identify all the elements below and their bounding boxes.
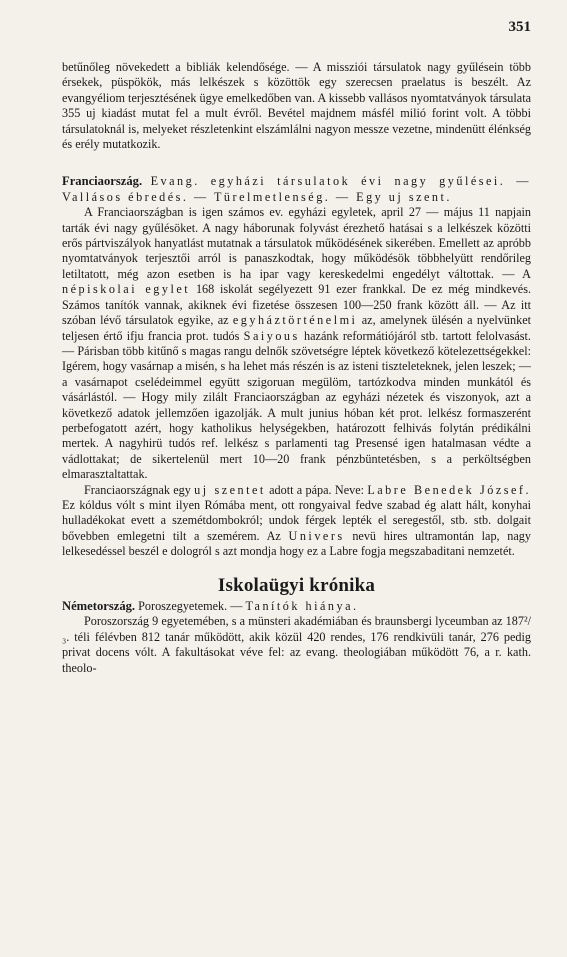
spaced-term: Tanítók hiánya. (245, 599, 359, 613)
page-number: 351 (508, 19, 531, 35)
section-title: Iskolaügyi krónika (217, 574, 376, 596)
germany-header (62, 599, 531, 614)
spaced-term: népiskolai egylet (62, 282, 191, 297)
france-heading: Franciaország. (62, 174, 143, 189)
spaced-term: Saiyous (243, 328, 300, 343)
text-column (62, 60, 531, 676)
germany-heading: Németország. (62, 599, 136, 613)
germany-subtitle: Poroszegyetemek. — (138, 599, 246, 613)
france-header (62, 174, 531, 205)
intro-paragraph: betűnőleg növekedett a bibliák kelendősége. — A missziói társulatok nagy gyűlésein több érsekek, püspökök, más lelkészek s közöttök egy szerecsen praelatus is beszélt. Az evangyéliom terjesztésének ügye emelkedőben van. A kissebb vallásos nyomtatványok társulata 355 uj kiadást mutat fel a mult évről. Bevétel majdnem másfél milió forint volt. A többi társulatoknál is, melyeket részletenkint elszámlálni nagyon messze vezetne, mindenütt élénkség és erély mutatkozik. (62, 60, 531, 152)
spaced-term: egyháztörténelmi (232, 313, 358, 328)
spaced-term: Labre Benedek József. (367, 482, 531, 497)
spaced-term: Univers (288, 528, 345, 543)
france-subtitle: Evang. egyházi társulatok évi nagy gyűlései. — Vallásos ébredés. — Türelmetlenség. — Egy uj szent. (62, 174, 531, 204)
france-paragraph-1: A Franciaországban is igen számos ev. egyházi egyletek, april 27 — május 11 napjain tarták évi nagy gyűlésöket. A nagy háborunak folyvást érezhető hatásai s a lelkészek közötti erős pártviszályok hanyatlást mutatnak a társulatok működésének sikerében. Emellett az apróbb nyomtatványok terjesztői arról is panaszkodtak, hogy működésök többhelyütt rendőrileg letiltatott, még azon esetben is ha ipar vagy kereskedelmi engedélyt váltottak. — A népiskolai egylet 168 iskolát segélyezett 91 ezer frankkal. De ez még mindkevés. Számos tanítók vannak, akiknek évi fizetése összesen 100—250 frank között áll. — Az itt szóban lévő társulatok egyike, az egyháztörténelmi az, amelynek ülésén a nyelvünket teljesen értő ifju francia prot. tudós Saiyous hazánk reformátiójáról stb. tartott felolvasást. — Párisban több kitűnő s magas rangu delnők szövetségre léptek következő kötelezettségekkel: Igérem, hogy vasárnap a misén, s ha lehet más részén is az isteni tiszteleteknek, jelen leszek; — a vasárnapot cselédeimmel együtt szigoruan megülöm, tartózkodva minden munkától és vásárlástól. — Hogy mily zilált Franciaországban az egyházi nézetek és viszonyok, azt a következő adatok jellemzően igazolják. A mult junius hóban két prot. lelkész formaszerént perbefogatott azért, hogy katholikus helységekben, határozott felhivás folytán prédikálni mertek. A nagyhirü tudós ref. lelkész s parlamenti tag Presensé igen hatalmasan védte a vádlottakat; de sikertelenül mert 10—20 frank pénzbüntetésben, s a perköltségben elmarasztaltattak. (62, 205, 531, 482)
france-paragraph-2: Franciaországnak egy uj szentet adott a pápa. Neve: Labre Benedek József. Ez kóldus vólt s mint ilyen Rómába ment, ott rongyaival fedve szabad ég alatt hált, konyhai hulladékokat evett a szemétdombokról; undok férgek lepték el seregestől, stb. stb. dolgait bővebben emlegetni tilt a szemérem. Az Univers nevü hires ultramontán lap, nagy lelkesedéssel beszél e dologról s azt mondja hogy ez a Labre fogja megszabaditani nemzetét. (62, 482, 531, 559)
spaced-term: uj szentet (194, 482, 266, 497)
germany-paragraph-1: Poroszország 9 egyetemében, s a münsteri akadémiában és braunsbergi lyceumban az 187²/₃. téli félévben 812 tanár működött, akik közül 420 rendes, 176 rendkivüli tanár, 276 pedig privat docens vólt. A fakultásokat véve fel: az evang. theologiában működött 76, a r. kath. theolo- (62, 614, 531, 675)
